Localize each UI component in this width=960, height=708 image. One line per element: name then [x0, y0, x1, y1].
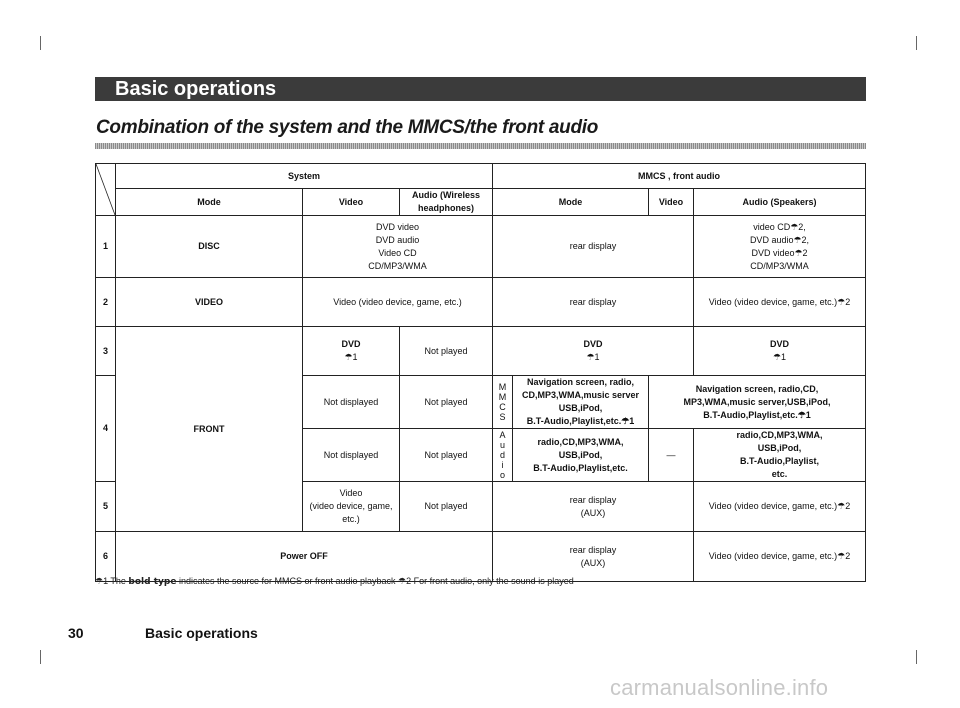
- row-number: 2: [96, 278, 116, 327]
- row-video: Not displayed: [303, 429, 400, 482]
- row-mmcs-mode: Navigation screen, radio, CD,MP3,WMA,music server USB,iPod, B.T-Audio,Playlist,etc.☂1: [513, 376, 649, 429]
- header-mmcs-video: Video: [649, 189, 694, 216]
- section-title: Combination of the system and the MMCS/the front audio: [96, 117, 599, 138]
- row-audio: Not played: [400, 429, 493, 482]
- vertical-text: M M C S: [498, 382, 507, 422]
- row-audio: Not played: [400, 482, 493, 532]
- footer-label: Basic operations: [145, 625, 258, 641]
- cell-main: DVD: [583, 339, 603, 349]
- footnote-text: indicates the source for MMCS or front audio playback ☂2 For front audio, only the sound is played: [176, 576, 574, 586]
- row-speakers: video CD☂2, DVD audio☂2, DVD video☂2 CD/MP3/WMA: [694, 216, 866, 278]
- cell-main: DVD: [769, 339, 789, 349]
- note-mark: ☂1: [586, 352, 600, 362]
- header-system: System: [116, 164, 493, 189]
- row-speakers: [694, 327, 866, 376]
- note-mark: ☂1: [772, 352, 787, 362]
- header-bar: [95, 77, 866, 101]
- row-mmcs: rear display (AUX): [493, 532, 694, 582]
- title-rule: [95, 143, 866, 149]
- row-system-source: Video (video device, game, etc.): [303, 278, 493, 327]
- header-audio-wireless: Audio (Wireless headphones): [400, 189, 493, 216]
- vertical-text: A u d i o: [499, 430, 506, 480]
- row-speakers: Navigation screen, radio,CD, MP3,WMA,music server,USB,iPod, B.T-Audio,Playlist,etc.☂1: [649, 376, 866, 429]
- row-speakers: radio,CD,MP3,WMA, USB,iPod, B.T-Audio,Playlist, etc.: [694, 429, 866, 482]
- row-mode: FRONT: [116, 327, 303, 532]
- corner-cell: [96, 164, 116, 216]
- row-speakers: Video (video device, game, etc.)☂2: [694, 278, 866, 327]
- vertical-label-audio: [493, 429, 513, 482]
- row-number: 5: [96, 482, 116, 532]
- row-mmcs: rear display: [493, 216, 694, 278]
- row-mode: Power OFF: [116, 532, 493, 582]
- header-mmcs-mode: Mode: [493, 189, 649, 216]
- row-mmcs: rear display: [493, 278, 694, 327]
- row-speakers: Video (video device, game, etc.)☂2: [694, 482, 866, 532]
- row-video: [303, 327, 400, 376]
- footnote-bold: bold type: [128, 577, 177, 587]
- crop-mark: [40, 650, 42, 664]
- row-mode: VIDEO: [116, 278, 303, 327]
- header-mode: Mode: [116, 189, 303, 216]
- header-audio-speakers: Audio (Speakers): [694, 189, 866, 216]
- header-mmcs-front-audio: MMCS , front audio: [493, 164, 866, 189]
- crop-mark: [916, 650, 918, 664]
- row-video: Not displayed: [303, 376, 400, 429]
- row-number: 3: [96, 327, 116, 376]
- note-mark: ☂1: [344, 352, 358, 362]
- watermark: carmanualsonline.info: [610, 675, 829, 700]
- row-mmcs: rear display (AUX): [493, 482, 694, 532]
- crop-mark: [916, 36, 918, 50]
- row-mmcs-video: —: [649, 429, 694, 482]
- row-number: 4: [96, 376, 116, 482]
- row-audio: Not played: [400, 376, 493, 429]
- page-number: 30: [68, 625, 84, 641]
- row-number: 6: [96, 532, 116, 582]
- footnote-prefix: ☂1 The: [95, 576, 129, 586]
- row-speakers: Video (video device, game, etc.)☂2: [694, 532, 866, 582]
- cell-main: DVD: [341, 339, 361, 349]
- combination-table: [95, 163, 866, 582]
- vertical-label-mmcs: [493, 376, 513, 429]
- row-mode: DISC: [116, 216, 303, 278]
- row-video: Video (video device, game, etc.): [303, 482, 400, 532]
- footnote: [95, 576, 574, 587]
- row-audio: Not played: [400, 327, 493, 376]
- row-number: 1: [96, 216, 116, 278]
- row-system-source: DVD video DVD audio Video CD CD/MP3/WMA: [303, 216, 493, 278]
- row-mmcs: [493, 327, 694, 376]
- row-mmcs-mode: radio,CD,MP3,WMA, USB,iPod, B.T-Audio,Playlist,etc.: [513, 429, 649, 482]
- header-title: Basic operations: [115, 78, 277, 100]
- header-video: Video: [303, 189, 400, 216]
- crop-mark: [40, 36, 42, 50]
